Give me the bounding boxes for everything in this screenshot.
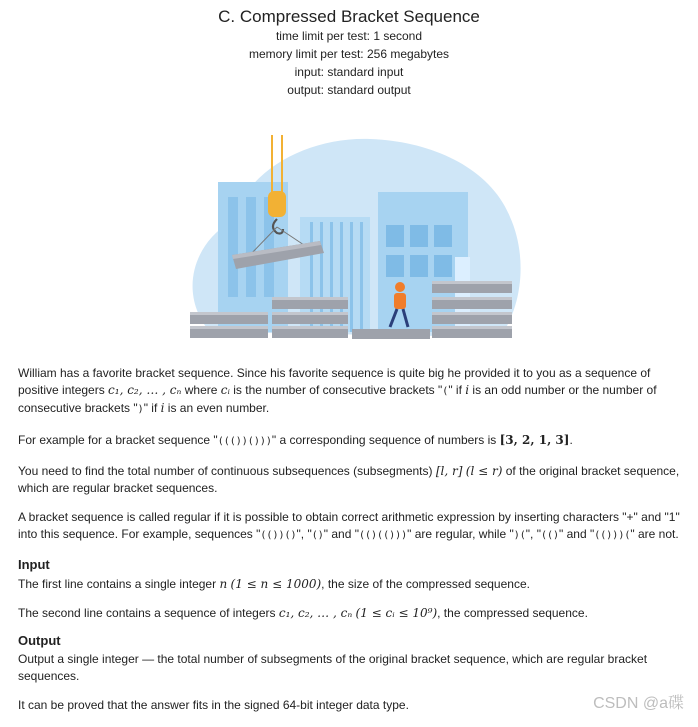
statement-paragraph: William has a favorite bracket sequence. Since his favorite sequence is quite big he provided it to you as a sequence of positive integers c₁, c₂, … , cₙ where cᵢ is the number of consecutive brackets "(" if i is an odd number or the number of consecutive brackets ")" if i is an even number. <box>18 366 657 415</box>
single-pipe <box>352 329 430 339</box>
problem-statement <box>18 365 682 727</box>
output-line-1: Output a single integer — the total number of subsegments of the original bracket sequence, which are regular bracket sequences. <box>18 652 648 683</box>
task-paragraph: You need to find the total number of continuous subsequences (subsegments) [l, r] (l ≤ r) of the original bracket sequence, which are regular bracket sequences. <box>18 464 680 495</box>
page-title: C. Compressed Bracket Sequence <box>218 7 480 26</box>
input-line-1: The first line contains a single integer n (1 ≤ n ≤ 1000), the size of the compressed sequence. <box>18 576 530 591</box>
construction-illustration <box>170 127 530 349</box>
problem-header <box>0 7 698 99</box>
output-section <box>18 633 682 714</box>
csdn-watermark: CSDN @a碟 <box>593 695 684 712</box>
input-heading: Input <box>18 557 50 572</box>
input-section <box>18 557 682 622</box>
pipe-stack-middle <box>272 297 348 338</box>
input-line-2: The second line contains a sequence of integers c₁, c₂, … , cₙ (1 ≤ cᵢ ≤ 10⁹), the compressed sequence. <box>18 606 588 620</box>
output-file: output: standard output <box>287 83 411 97</box>
example-paragraph: For example for a bracket sequence "((())()))" a corresponding sequence of numbers is [3, 2, 1, 3]. <box>18 432 573 447</box>
definition-paragraph: A bracket sequence is called regular if it is possible to obtain correct arithmetic expression by inserting characters "+" and "1" into this sequence. For example, sequences "(())()", "()" and "(()(()))" are regular, while ")(", "(()" and "(()))(" are not. <box>18 510 680 541</box>
output-line-2: It can be proved that the answer fits in the signed 64-bit integer data type. <box>18 698 409 712</box>
output-heading: Output <box>18 632 61 648</box>
memory-limit: memory limit per test: 256 megabytes <box>248 47 450 61</box>
input-file: input: standard input <box>294 65 404 79</box>
time-limit: time limit per test: 1 second <box>275 29 423 43</box>
crane-hook-block <box>268 191 286 217</box>
